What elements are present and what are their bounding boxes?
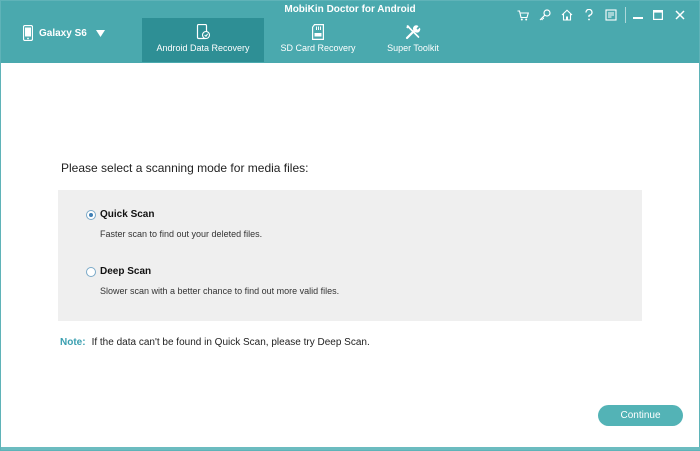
cart-icon: [517, 10, 529, 21]
cart-button[interactable]: [512, 7, 534, 23]
key-icon: [539, 9, 551, 21]
tab-label: SD Card Recovery: [280, 43, 356, 53]
maximize-icon: [653, 10, 663, 20]
note-label: Note:: [60, 337, 86, 348]
quick-scan-radio[interactable]: [86, 210, 96, 220]
continue-button[interactable]: Continue: [598, 405, 683, 426]
deep-scan-title: Deep Scan: [100, 266, 152, 277]
tab-label: Android Data Recovery: [156, 43, 250, 53]
tab-android-data-recovery[interactable]: [142, 18, 264, 62]
tab-sd-card-recovery[interactable]: [268, 18, 368, 62]
tab-super-toolkit[interactable]: [371, 18, 455, 62]
quick-scan-description: Faster scan to find out your deleted files.: [100, 229, 263, 239]
window-controls: [512, 7, 691, 23]
quick-scan-title: Quick Scan: [100, 209, 155, 220]
bottom-border: [1, 447, 700, 450]
close-button[interactable]: [669, 7, 691, 23]
sd-card-icon: [311, 24, 325, 40]
help-icon: [584, 9, 594, 21]
home-button[interactable]: [556, 7, 578, 23]
phone-recovery-icon: [195, 24, 211, 40]
home-icon: [561, 9, 573, 21]
scan-mode-panel: [58, 190, 642, 321]
feedback-button[interactable]: [600, 7, 622, 23]
close-icon: [675, 10, 685, 20]
note-message: If the data can't be found in Quick Scan, please try Deep Scan.: [91, 337, 370, 348]
app-title: MobiKin Doctor for Android: [284, 4, 416, 15]
tab-label: Super Toolkit: [387, 43, 439, 53]
deep-scan-description: Slower scan with a better chance to find out more valid files.: [100, 286, 340, 296]
header-bar: [1, 1, 699, 63]
note-text: [60, 337, 370, 348]
triangle-down-icon: [96, 30, 105, 37]
phone-icon: [23, 25, 33, 41]
tools-icon: [405, 24, 421, 40]
maximize-button[interactable]: [647, 7, 669, 23]
deep-scan-radio[interactable]: [86, 267, 96, 277]
help-button[interactable]: [578, 7, 600, 23]
minimize-button[interactable]: [625, 7, 647, 23]
feedback-icon: [605, 9, 617, 21]
device-name: Galaxy S6: [39, 27, 87, 39]
register-button[interactable]: [534, 7, 556, 23]
scan-mode-prompt: Please select a scanning mode for media files:: [61, 161, 309, 175]
minimize-icon: [633, 10, 643, 20]
device-selector[interactable]: [23, 22, 105, 44]
